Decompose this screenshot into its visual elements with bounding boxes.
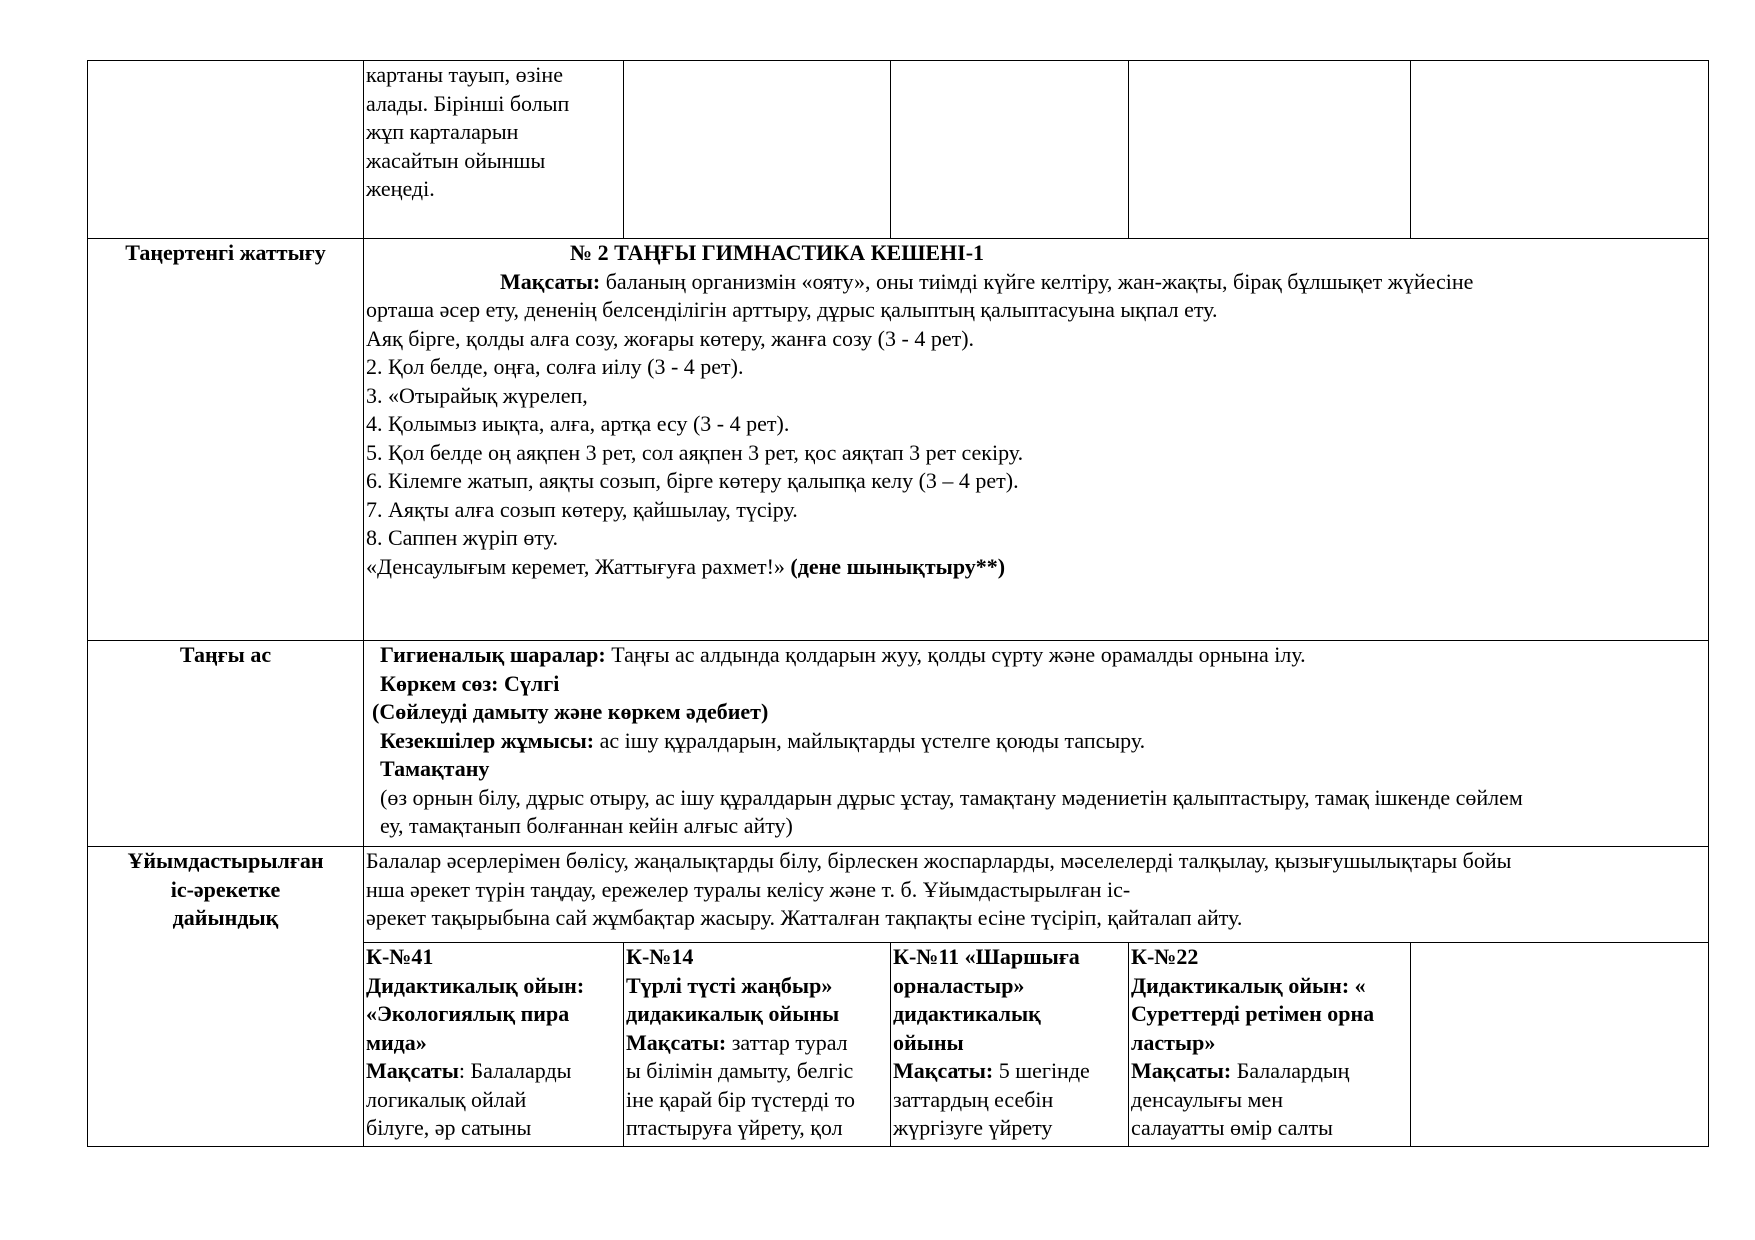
- game-title: дидакикалық ойыны: [626, 1001, 840, 1026]
- text-line: алады. Бірінші болып: [366, 90, 570, 116]
- text-line: жұп карталарын: [366, 119, 519, 144]
- game-goal: логикалық ойлай: [366, 1086, 527, 1112]
- label-line: Ұйымдастырылған: [127, 848, 324, 873]
- schedule-table: [87, 60, 1709, 1147]
- empty-cell: [1411, 943, 1709, 1147]
- empty-cell: [891, 61, 1129, 239]
- game-goal: [893, 1057, 1126, 1086]
- art-word: Көркем сөз: Сүлгі: [380, 670, 560, 696]
- exercise-goal-continued: орташа әсер ету, дененің белсенділігін арттыру, дұрыс қалыптың қалыптасуына ықпал ету.: [366, 297, 1218, 322]
- exercise-step: 6. Кілемге жатып, аяқты созып, бірге көтеру қалыпқа келу (3 – 4 рет).: [366, 468, 1019, 493]
- empty-cell: [624, 61, 891, 239]
- eating-label: Тамақтану: [380, 756, 490, 781]
- game-goal: [366, 1057, 621, 1086]
- table-row-morning-exercise: [88, 239, 1709, 641]
- eating-text: еу, тамақтанып болғаннан кейін алғыс айту): [380, 813, 793, 838]
- game-title: ойыны: [893, 1029, 964, 1055]
- game-goal: [626, 1029, 888, 1058]
- text-line: жасайтын ойыншы: [366, 147, 546, 173]
- text-line: картаны тауып, өзіне: [366, 62, 563, 87]
- goal-text: Балалардың: [1231, 1058, 1350, 1083]
- game-code: К-№11 «Шаршыға: [893, 944, 1080, 969]
- game-code: К-№22: [1131, 944, 1199, 969]
- goal-text: : Балаларды: [458, 1058, 572, 1083]
- game-cell-k41: [364, 943, 624, 1147]
- game-code: К-№41: [366, 944, 434, 969]
- game-title: «Экологиялық пира: [366, 1001, 570, 1026]
- goal-label: Мақсаты:: [893, 1058, 994, 1083]
- game-cell-k22: [1129, 943, 1411, 1147]
- game-goal: [1131, 1057, 1408, 1086]
- game-title: ластыр»: [1131, 1029, 1216, 1055]
- duty-text: ас ішу құралдарын, майлықтарды үстелге қоюды тапсыру.: [594, 727, 1146, 753]
- game-goal: іне қарай бір түстерді то: [626, 1086, 856, 1112]
- game-goal: заттардың есебін: [893, 1086, 1054, 1112]
- game-goal: денсаулығы мен: [1131, 1086, 1283, 1112]
- preparation-text: әрекет тақырыбына сай жұмбақтар жасыру. Жатталған тақпақты есіне түсіріп, қайталап айту.: [366, 905, 1243, 930]
- game-code: К-№14: [626, 944, 694, 969]
- game-title: мида»: [366, 1029, 427, 1055]
- game-title: Дидактикалық ойын:: [366, 972, 585, 998]
- game-goal: ы білімін дамыту, белгіс: [626, 1058, 854, 1083]
- game-goal: білуге, әр сатыны: [366, 1115, 532, 1140]
- empty-label-cell: [88, 61, 364, 239]
- label-line: дайындық: [172, 905, 279, 930]
- exercise-title: № 2 ТАҢҒЫ ГИМНАСТИКА КЕШЕНІ-1: [570, 240, 985, 265]
- goal-text: баланың организмін «ояту», оны тиімді күйге келтіру, жан-жақты, бірақ бұлшықет жүйесіне: [600, 268, 1474, 294]
- preparation-text: нша әрекет түрін таңдау, ережелер туралы келісу және т. б. Ұйымдастырылған іс-: [366, 876, 1131, 902]
- exercise-step: Аяқ бірге, қолды алға созу, жоғары көтеру, жанға созу (3 - 4 рет).: [366, 325, 975, 351]
- continuation-text-cell: [364, 61, 624, 239]
- game-cell-k14: [624, 943, 891, 1147]
- preparation-text: Балалар әсерлерімен бөлісу, жаңалықтарды білу, бірлескен жоспарларды, мәселелерді талқылау, қызығушылықтары бойы: [366, 848, 1512, 873]
- closing-subject: (дене шынықтыру**): [790, 553, 1006, 579]
- breakfast-content: [364, 641, 1709, 847]
- exercise-step: 4. Қолымыз иықта, алға, артқа есу (3 - 4 рет).: [366, 411, 790, 436]
- goal-label: Мақсаты:: [1131, 1058, 1232, 1083]
- duty-line: [366, 727, 1706, 756]
- morning-exercise-content: [364, 239, 1709, 641]
- table-row-continuation: [88, 61, 1709, 239]
- goal-label: Мақсаты: [366, 1058, 459, 1083]
- hygiene-label: Гигиеналық шаралар:: [380, 642, 606, 667]
- empty-cell: [1129, 61, 1411, 239]
- game-cell-k11: [891, 943, 1129, 1147]
- exercise-closing: [366, 553, 1706, 582]
- goal-label: Мақсаты:: [500, 268, 601, 294]
- empty-cell: [1411, 61, 1709, 239]
- goal-text: 5 шегінде: [993, 1058, 1090, 1083]
- row-label-preparation: [88, 847, 364, 1147]
- closing-text: «Денсаулығым керемет, Жаттығуға рахмет!»: [366, 553, 791, 579]
- duty-label: Кезекшілер жұмысы:: [380, 727, 595, 753]
- game-title: орналастыр»: [893, 972, 1025, 998]
- exercise-step: 8. Саппен жүріп өту.: [366, 525, 558, 550]
- preparation-content: [364, 847, 1709, 943]
- goal-text: заттар турал: [726, 1029, 848, 1055]
- game-goal: птастыруға үйрету, қол: [626, 1115, 843, 1140]
- game-title: дидактикалық: [893, 1001, 1041, 1026]
- game-title: Дидактикалық ойын: «: [1131, 972, 1366, 998]
- text-line: жеңеді.: [366, 176, 435, 201]
- hygiene-text: Таңғы ас алдында қолдарын жуу, қолды сүрту және орамалды орнына ілу.: [605, 642, 1306, 667]
- goal-label: Мақсаты:: [626, 1029, 727, 1055]
- row-label-breakfast: Таңғы ас: [88, 641, 364, 847]
- exercise-step: 5. Қол белде оң аяқпен 3 рет, сол аяқпен 3 рет, қос аяқтап 3 рет секіру.: [366, 439, 1024, 465]
- game-goal: жүргізуге үйрету: [893, 1115, 1053, 1140]
- game-title: Суреттерді ретімен орна: [1131, 1001, 1375, 1026]
- exercise-step: 2. Қол белде, оңға, солға иілу (3 - 4 рет).: [366, 354, 744, 379]
- table-row-breakfast: [88, 641, 1709, 847]
- table-row-preparation: [88, 847, 1709, 943]
- game-title: Түрлі түсті жаңбыр»: [626, 972, 833, 998]
- row-label-morning-exercise: Таңертенгі жаттығу: [88, 239, 364, 641]
- art-subject: (Сөйлеуді дамыту және көркем әдебиет): [372, 699, 769, 724]
- exercise-goal: [366, 268, 1706, 297]
- eating-text: (өз орнын білу, дұрыс отыру, ас ішу құралдарын дұрыс ұстау, тамақтану мәдениетін қалыптастыру, тамақ ішкенде сөйлем: [380, 784, 1523, 810]
- hygiene-line: [366, 641, 1706, 670]
- game-goal: салауатты өмір салты: [1131, 1115, 1333, 1140]
- label-line: іс-әрекетке: [170, 876, 281, 902]
- exercise-step: 7. Аяқты алға созып көтеру, қайшылау, түсіру.: [366, 496, 798, 522]
- exercise-step: 3. «Отырайық жүрелеп,: [366, 382, 588, 408]
